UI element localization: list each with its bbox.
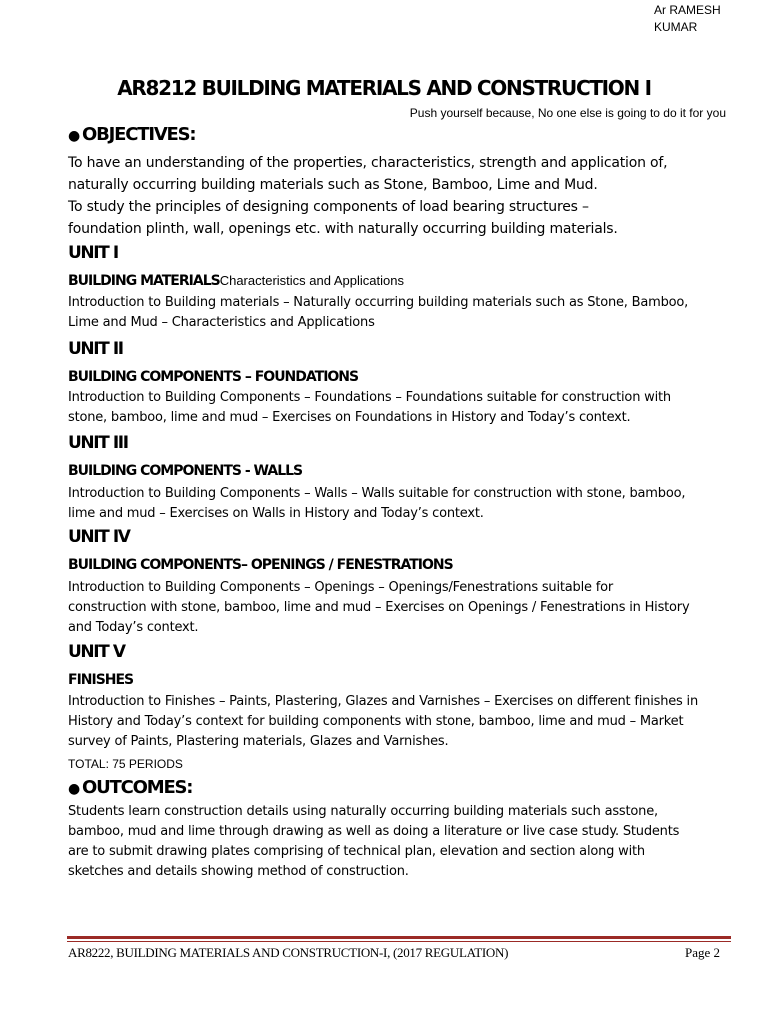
outcomes-line: bamboo, mud and lime through drawing as well as doing a literature or live case study. Students — [68, 824, 680, 839]
unit-4-line: Introduction to Building Components – Openings – Openings/Fenestrations suitable for — [68, 580, 614, 595]
unit-1-subtitle — [68, 273, 404, 289]
footer-page-number: Page 2 — [684, 945, 720, 960]
objectives-body — [68, 152, 728, 240]
footer-rule-thin — [67, 941, 731, 942]
unit-5-line: Introduction to Finishes – Paints, Plastering, Glazes and Varnishes – Exercises on different finishes in — [68, 694, 698, 709]
unit-1-line: Introduction to Building materials – Naturally occurring building materials such as Stone, Bamboo, — [68, 295, 689, 310]
outcomes-heading — [68, 777, 192, 798]
unit-2-line: Introduction to Building Components – Foundations – Foundations suitable for construction with — [68, 390, 671, 405]
unit-4-subtitle: BUILDING COMPONENTS– OPENINGS / FENESTRATIONS — [68, 557, 453, 573]
unit-5-title: UNIT V — [68, 642, 125, 662]
unit-1-body — [68, 293, 728, 333]
unit-3-subtitle: BUILDING COMPONENTS - WALLS — [68, 463, 303, 479]
outcomes-line: sketches and details showing method of construction. — [68, 864, 409, 879]
outcomes-line: Students learn construction details using naturally occurring building materials such asstone, — [68, 804, 658, 819]
unit-2-body — [68, 388, 728, 428]
unit-1-subtitle-tail: Characteristics and Applications — [219, 273, 404, 288]
unit-3-title: UNIT III — [68, 433, 128, 453]
unit-3-line: lime and mud – Exercises on Walls in History and Today’s context. — [68, 506, 484, 521]
unit-3-line: Introduction to Building Components – Walls – Walls suitable for construction with stone, bamboo, — [68, 486, 686, 501]
unit-1-subtitle-bold: BUILDING MATERIALS — [68, 273, 220, 289]
unit-2-line: stone, bamboo, lime and mud – Exercises on Foundations in History and Today’s context. — [68, 410, 631, 425]
motto: Push yourself because, No one else is going to do it for you — [409, 106, 726, 120]
footer-course-name: AR8222, BUILDING MATERIALS AND CONSTRUCTION-I, (2017 REGULATION) — [68, 945, 509, 960]
outcomes-line: are to submit drawing plates comprising of technical plan, elevation and section along with — [68, 844, 645, 859]
objectives-line: foundation plinth, wall, openings etc. with naturally occurring building materials. — [68, 221, 618, 237]
unit-3-body — [68, 484, 728, 524]
unit-5-line: History and Today’s context for building components with stone, bamboo, lime and mud – Market — [68, 714, 684, 729]
outcomes-heading-text: OUTCOMES: — [82, 777, 193, 798]
objectives-line: To have an understanding of the properties, characteristics, strength and application of, — [68, 155, 668, 171]
unit-2-title: UNIT II — [68, 339, 123, 359]
footer-rule-thick — [67, 936, 731, 939]
objectives-heading — [68, 124, 195, 145]
document-title: AR8212 BUILDING MATERIALS AND CONSTRUCTION I — [117, 76, 651, 100]
outcomes-body — [68, 802, 728, 882]
bullet-icon: ● — [68, 781, 80, 797]
unit-4-line: and Today’s context. — [68, 620, 199, 635]
author-name — [654, 2, 721, 36]
unit-4-title: UNIT IV — [68, 527, 130, 547]
objectives-line: To study the principles of designing components of load bearing structures – — [68, 199, 589, 215]
unit-1-title: UNIT I — [68, 243, 118, 263]
author-line-1: Ar RAMESH — [654, 3, 721, 17]
author-line-2: KUMAR — [654, 20, 698, 34]
bullet-icon: ● — [68, 128, 80, 144]
objectives-line: naturally occurring building materials such as Stone, Bamboo, Lime and Mud. — [68, 177, 598, 193]
total-periods: TOTAL: 75 PERIODS — [68, 757, 183, 771]
unit-2-subtitle: BUILDING COMPONENTS – FOUNDATIONS — [68, 369, 359, 385]
unit-4-line: construction with stone, bamboo, lime and mud – Exercises on Openings / Fenestrations in History — [68, 600, 690, 615]
unit-1-line: Lime and Mud – Characteristics and Applications — [68, 315, 375, 330]
unit-4-body — [68, 578, 728, 638]
objectives-heading-text: OBJECTIVES: — [82, 124, 196, 145]
unit-5-body — [68, 692, 728, 752]
unit-5-line: survey of Paints, Plastering materials, Glazes and Varnishes. — [68, 734, 449, 749]
unit-5-subtitle: FINISHES — [68, 672, 134, 688]
